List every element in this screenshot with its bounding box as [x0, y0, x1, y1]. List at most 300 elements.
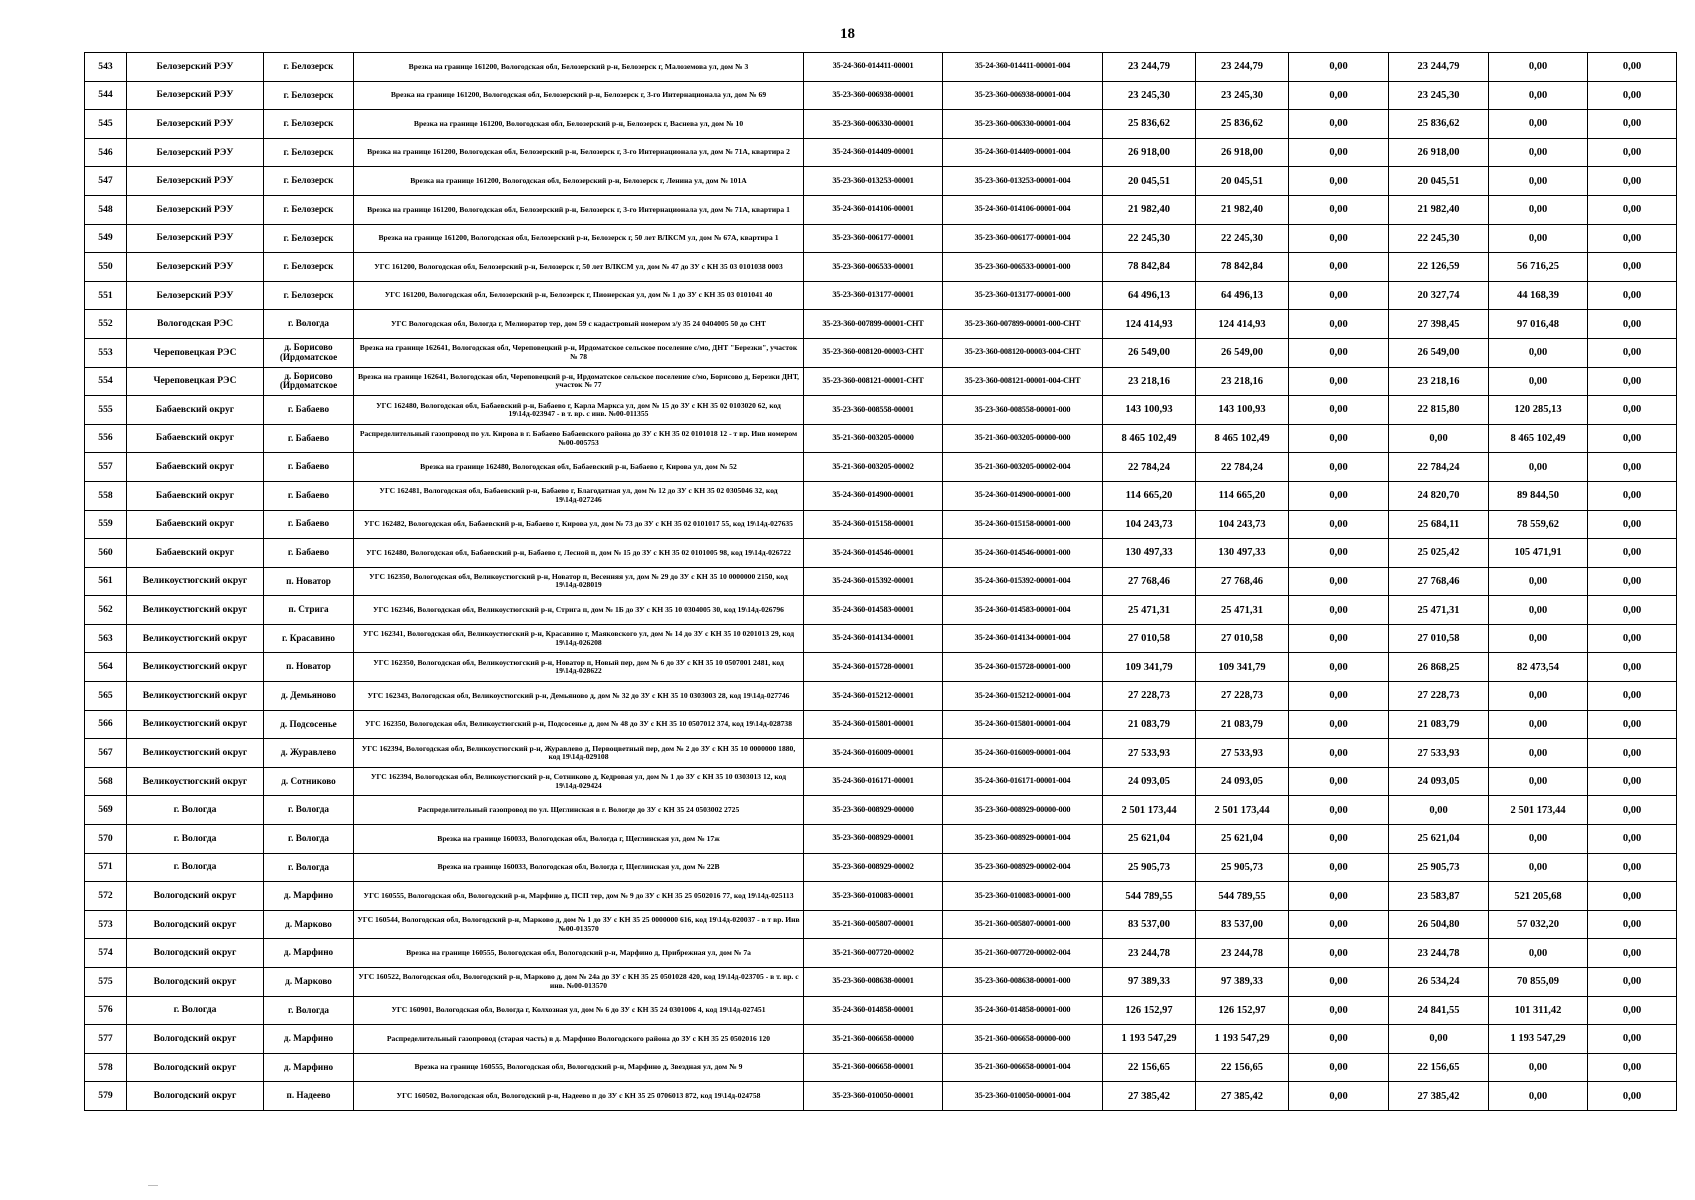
cost-part-b-cell: 8 465 102,49	[1489, 424, 1588, 453]
table-row	[85, 81, 1677, 110]
row-number: 543	[85, 53, 127, 82]
locality-cell: г. Белозерск	[264, 138, 354, 167]
locality-cell: г. Белозерск	[264, 81, 354, 110]
cost-part-b-cell: 97 016,48	[1489, 310, 1588, 339]
cost-part-a-cell: 20 327,74	[1389, 281, 1489, 310]
cost-part-c-cell: 0,00	[1588, 281, 1677, 310]
cost-part-c-cell: 0,00	[1588, 367, 1677, 396]
cost-part-c-cell: 0,00	[1588, 253, 1677, 282]
object-description-cell: УГС 162350, Вологодская обл, Великоустюгский р-н, Новатор п, Новый пер, дом № 6 до ЗУ с КН 35 10 0507001 2481, код 19\14д-028622	[354, 653, 804, 682]
object-description-cell: Врезка на границе 162641, Вологодская обл, Череповецкий р-н, Ирдоматское сельское поселение с/мо, Борисово д, Березки ДНТ, участок № 77	[354, 367, 804, 396]
row-number: 579	[85, 1082, 127, 1111]
cost-part-a-cell: 21 083,79	[1389, 710, 1489, 739]
book-value-cell: 130 497,33	[1196, 539, 1289, 568]
inventory-code-cell: 35-24-360-016009-00001	[804, 739, 943, 768]
inventory-code-cell: 35-23-360-008929-00000	[804, 796, 943, 825]
account-code-cell: 35-23-360-008929-00000-000	[943, 796, 1103, 825]
depreciation-cell: 0,00	[1289, 253, 1389, 282]
cost-part-c-cell: 0,00	[1588, 1053, 1677, 1082]
table-row	[85, 138, 1677, 167]
depreciation-cell: 0,00	[1289, 510, 1389, 539]
row-number: 567	[85, 739, 127, 768]
total-cost-cell: 114 665,20	[1103, 481, 1196, 510]
locality-cell: г. Красавино	[264, 624, 354, 653]
cost-part-b-cell: 521 205,68	[1489, 882, 1588, 911]
cost-part-c-cell: 0,00	[1588, 81, 1677, 110]
book-value-cell: 22 784,24	[1196, 453, 1289, 482]
organization-cell: Великоустюгский округ	[127, 596, 264, 625]
cost-part-a-cell: 23 244,79	[1389, 53, 1489, 82]
depreciation-cell: 0,00	[1289, 1082, 1389, 1111]
cost-part-a-cell: 26 534,24	[1389, 968, 1489, 997]
book-value-cell: 114 665,20	[1196, 481, 1289, 510]
depreciation-cell: 0,00	[1289, 910, 1389, 939]
object-description-cell: Врезка на границе 162480, Вологодская обл, Бабаевский р-н, Бабаево г, Кирова ул, дом № 52	[354, 453, 804, 482]
account-code-cell: 35-24-360-014546-00001-000	[943, 539, 1103, 568]
row-number: 553	[85, 338, 127, 367]
account-code-cell: 35-24-360-015158-00001-000	[943, 510, 1103, 539]
total-cost-cell: 97 389,33	[1103, 968, 1196, 997]
locality-cell: д. Демьяново	[264, 682, 354, 711]
cost-part-a-cell: 26 504,80	[1389, 910, 1489, 939]
locality-cell: д. Марфино	[264, 882, 354, 911]
organization-cell: г. Вологда	[127, 853, 264, 882]
row-number: 545	[85, 110, 127, 139]
object-description-cell: Распределительный газопровод (старая часть) в д. Марфино Вологодского района до ЗУ с КН 35 25 0502016 120	[354, 1025, 804, 1054]
depreciation-cell: 0,00	[1289, 596, 1389, 625]
inventory-code-cell: 35-24-360-015212-00001	[804, 682, 943, 711]
organization-cell: Белозерский РЭУ	[127, 167, 264, 196]
cost-part-b-cell: 78 559,62	[1489, 510, 1588, 539]
cost-part-a-cell: 23 583,87	[1389, 882, 1489, 911]
account-code-cell: 35-24-360-014900-00001-000	[943, 481, 1103, 510]
row-number: 570	[85, 825, 127, 854]
total-cost-cell: 26 918,00	[1103, 138, 1196, 167]
book-value-cell: 104 243,73	[1196, 510, 1289, 539]
cost-part-a-cell: 27 228,73	[1389, 682, 1489, 711]
account-code-cell: 35-23-360-010050-00001-004	[943, 1082, 1103, 1111]
inventory-code-cell: 35-21-360-003205-00000	[804, 424, 943, 453]
organization-cell: Бабаевский округ	[127, 539, 264, 568]
locality-cell: д. Марфино	[264, 1025, 354, 1054]
table-row	[85, 167, 1677, 196]
account-code-cell: 35-24-360-015392-00001-004	[943, 567, 1103, 596]
cost-part-c-cell: 0,00	[1588, 968, 1677, 997]
cost-part-c-cell: 0,00	[1588, 853, 1677, 882]
object-description-cell: Врезка на границе 161200, Вологодская обл, Белозерский р-н, Белозерск г, Ленина ул, дом № 101А	[354, 167, 804, 196]
object-description-cell: УГС 160544, Вологодская обл, Вологодский р-н, Марково д, дом № 1 до ЗУ с КН 35 25 0000000 616, код 19\14д-020037 - в т вр. Инв №00-013570	[354, 910, 804, 939]
registry-table	[84, 52, 1677, 1111]
object-description-cell: Врезка на границе 161200, Вологодская обл, Белозерский р-н, Белозерск г, Васнева ул, дом № 10	[354, 110, 804, 139]
organization-cell: Бабаевский округ	[127, 510, 264, 539]
book-value-cell: 26 549,00	[1196, 338, 1289, 367]
account-code-cell: 35-21-360-003205-00000-000	[943, 424, 1103, 453]
depreciation-cell: 0,00	[1289, 110, 1389, 139]
cost-part-a-cell: 27 385,42	[1389, 1082, 1489, 1111]
row-number: 563	[85, 624, 127, 653]
cost-part-b-cell: 0,00	[1489, 767, 1588, 796]
cost-part-c-cell: 0,00	[1588, 796, 1677, 825]
cost-part-a-cell: 25 025,42	[1389, 539, 1489, 568]
object-description-cell: УГС 162343, Вологодская обл, Великоустюгский р-н, Демьяново д, дом № 32 до ЗУ с КН 35 10 0303003 28, код 19\14д-027746	[354, 682, 804, 711]
total-cost-cell: 78 842,84	[1103, 253, 1196, 282]
row-number: 572	[85, 882, 127, 911]
row-number: 548	[85, 195, 127, 224]
row-number: 557	[85, 453, 127, 482]
locality-cell: д. Марково	[264, 910, 354, 939]
depreciation-cell: 0,00	[1289, 224, 1389, 253]
row-number: 566	[85, 710, 127, 739]
table-row	[85, 939, 1677, 968]
total-cost-cell: 27 768,46	[1103, 567, 1196, 596]
cost-part-b-cell: 0,00	[1489, 710, 1588, 739]
total-cost-cell: 23 218,16	[1103, 367, 1196, 396]
inventory-code-cell: 35-23-360-006938-00001	[804, 81, 943, 110]
total-cost-cell: 22 156,65	[1103, 1053, 1196, 1082]
row-number: 574	[85, 939, 127, 968]
depreciation-cell: 0,00	[1289, 653, 1389, 682]
depreciation-cell: 0,00	[1289, 1053, 1389, 1082]
cost-part-a-cell: 21 982,40	[1389, 195, 1489, 224]
account-code-cell: 35-23-360-008929-00002-004	[943, 853, 1103, 882]
locality-cell: п. Новатор	[264, 653, 354, 682]
organization-cell: г. Вологда	[127, 996, 264, 1025]
cost-part-b-cell: 105 471,91	[1489, 539, 1588, 568]
depreciation-cell: 0,00	[1289, 968, 1389, 997]
book-value-cell: 22 156,65	[1196, 1053, 1289, 1082]
object-description-cell: УГС 160502, Вологодская обл, Вологодский р-н, Надеево п до ЗУ с КН 35 25 0706013 872, код 19\14д-024758	[354, 1082, 804, 1111]
total-cost-cell: 27 010,58	[1103, 624, 1196, 653]
depreciation-cell: 0,00	[1289, 882, 1389, 911]
inventory-code-cell: 35-21-360-005807-00001	[804, 910, 943, 939]
cost-part-c-cell: 0,00	[1588, 996, 1677, 1025]
organization-cell: Белозерский РЭУ	[127, 253, 264, 282]
cost-part-a-cell: 24 093,05	[1389, 767, 1489, 796]
locality-cell: д. Марково	[264, 968, 354, 997]
registry-rows	[85, 53, 1677, 1111]
table-row	[85, 767, 1677, 796]
cost-part-b-cell: 0,00	[1489, 596, 1588, 625]
account-code-cell: 35-23-360-006330-00001-004	[943, 110, 1103, 139]
cost-part-c-cell: 0,00	[1588, 53, 1677, 82]
locality-cell: д. Марфино	[264, 1053, 354, 1082]
cost-part-b-cell: 0,00	[1489, 567, 1588, 596]
locality-cell: г. Белозерск	[264, 167, 354, 196]
cost-part-b-cell: 0,00	[1489, 167, 1588, 196]
total-cost-cell: 21 982,40	[1103, 195, 1196, 224]
book-value-cell: 23 244,79	[1196, 53, 1289, 82]
book-value-cell: 23 218,16	[1196, 367, 1289, 396]
inventory-code-cell: 35-21-360-003205-00002	[804, 453, 943, 482]
cost-part-b-cell: 57 032,20	[1489, 910, 1588, 939]
total-cost-cell: 83 537,00	[1103, 910, 1196, 939]
cost-part-a-cell: 23 245,30	[1389, 81, 1489, 110]
cost-part-b-cell: 0,00	[1489, 81, 1588, 110]
inventory-code-cell: 35-23-360-006177-00001	[804, 224, 943, 253]
cost-part-a-cell: 22 156,65	[1389, 1053, 1489, 1082]
row-number: 565	[85, 682, 127, 711]
locality-cell: г. Белозерск	[264, 224, 354, 253]
account-code-cell: 35-23-360-013177-00001-000	[943, 281, 1103, 310]
cost-part-c-cell: 0,00	[1588, 682, 1677, 711]
total-cost-cell: 25 621,04	[1103, 825, 1196, 854]
total-cost-cell: 25 836,62	[1103, 110, 1196, 139]
depreciation-cell: 0,00	[1289, 796, 1389, 825]
locality-cell: п. Стрига	[264, 596, 354, 625]
total-cost-cell: 109 341,79	[1103, 653, 1196, 682]
account-code-cell: 35-23-360-013253-00001-004	[943, 167, 1103, 196]
cost-part-b-cell: 0,00	[1489, 853, 1588, 882]
row-number: 564	[85, 653, 127, 682]
cost-part-c-cell: 0,00	[1588, 510, 1677, 539]
cost-part-c-cell: 0,00	[1588, 710, 1677, 739]
cost-part-a-cell: 24 841,55	[1389, 996, 1489, 1025]
cost-part-a-cell: 25 684,11	[1389, 510, 1489, 539]
row-number: 561	[85, 567, 127, 596]
inventory-code-cell: 35-23-360-008638-00001	[804, 968, 943, 997]
book-value-cell: 126 152,97	[1196, 996, 1289, 1025]
book-value-cell: 124 414,93	[1196, 310, 1289, 339]
cost-part-a-cell: 22 815,80	[1389, 396, 1489, 425]
row-number: 552	[85, 310, 127, 339]
row-number: 559	[85, 510, 127, 539]
inventory-code-cell: 35-23-360-006533-00001	[804, 253, 943, 282]
row-number: 571	[85, 853, 127, 882]
organization-cell: Вологодский округ	[127, 1025, 264, 1054]
inventory-code-cell: 35-24-360-015158-00001	[804, 510, 943, 539]
object-description-cell: УГС 162350, Вологодская обл, Великоустюгский р-н, Новатор п, Весенняя ул, дом № 29 до ЗУ с КН 35 10 0000000 2150, код 19\14д-028019	[354, 567, 804, 596]
inventory-code-cell: 35-24-360-014409-00001	[804, 138, 943, 167]
book-value-cell: 21 083,79	[1196, 710, 1289, 739]
object-description-cell: Врезка на границе 160555, Вологодская обл, Вологодский р-н, Марфино д, Звездная ул, дом № 9	[354, 1053, 804, 1082]
table-row	[85, 481, 1677, 510]
depreciation-cell: 0,00	[1289, 739, 1389, 768]
table-row	[85, 996, 1677, 1025]
locality-cell: г. Бабаево	[264, 453, 354, 482]
inventory-code-cell: 35-23-360-010050-00001	[804, 1082, 943, 1111]
object-description-cell: УГС 162394, Вологодская обл, Великоустюгский р-н, Сотниково д, Кедровая ул, дом № 1 до ЗУ с КН 35 10 0303013 12, код 19\14д-029424	[354, 767, 804, 796]
cost-part-c-cell: 0,00	[1588, 624, 1677, 653]
table-row	[85, 825, 1677, 854]
organization-cell: Великоустюгский округ	[127, 710, 264, 739]
book-value-cell: 109 341,79	[1196, 653, 1289, 682]
organization-cell: Бабаевский округ	[127, 424, 264, 453]
account-code-cell: 35-24-360-015728-00001-000	[943, 653, 1103, 682]
inventory-code-cell: 35-24-360-014106-00001	[804, 195, 943, 224]
cost-part-b-cell: 70 855,09	[1489, 968, 1588, 997]
locality-cell: г. Бабаево	[264, 481, 354, 510]
object-description-cell: Врезка на границе 161200, Вологодская обл, Белозерский р-н, Белозерск г, 3-го Интернационала ул, дом № 71А, квартира 1	[354, 195, 804, 224]
cost-part-b-cell: 0,00	[1489, 110, 1588, 139]
inventory-code-cell: 35-23-360-007899-00001-СНТ	[804, 310, 943, 339]
depreciation-cell: 0,00	[1289, 853, 1389, 882]
table-row	[85, 539, 1677, 568]
cost-part-c-cell: 0,00	[1588, 567, 1677, 596]
cost-part-a-cell: 22 784,24	[1389, 453, 1489, 482]
table-row	[85, 968, 1677, 997]
locality-cell: д. Борисово (Ирдоматское	[264, 338, 354, 367]
cost-part-b-cell: 120 285,13	[1489, 396, 1588, 425]
cost-part-a-cell: 27 010,58	[1389, 624, 1489, 653]
object-description-cell: Распределительный газопровод по ул. Щеглинская в г. Вологде до ЗУ с КН 35 24 0503002 2725	[354, 796, 804, 825]
cost-part-c-cell: 0,00	[1588, 224, 1677, 253]
cost-part-b-cell: 0,00	[1489, 224, 1588, 253]
total-cost-cell: 23 245,30	[1103, 81, 1196, 110]
organization-cell: Череповецкая РЭС	[127, 367, 264, 396]
organization-cell: Бабаевский округ	[127, 396, 264, 425]
cost-part-c-cell: 0,00	[1588, 1025, 1677, 1054]
row-number: 544	[85, 81, 127, 110]
table-row	[85, 53, 1677, 82]
book-value-cell: 8 465 102,49	[1196, 424, 1289, 453]
account-code-cell: 35-24-360-014411-00001-004	[943, 53, 1103, 82]
depreciation-cell: 0,00	[1289, 424, 1389, 453]
organization-cell: Великоустюгский округ	[127, 624, 264, 653]
account-code-cell: 35-24-360-016009-00001-004	[943, 739, 1103, 768]
account-code-cell: 35-24-360-016171-00001-004	[943, 767, 1103, 796]
object-description-cell: УГС 162350, Вологодская обл, Великоустюгский р-н, Подсосенье д, дом № 48 до ЗУ с КН 35 10 0507012 374, код 19\14д-028738	[354, 710, 804, 739]
total-cost-cell: 143 100,93	[1103, 396, 1196, 425]
locality-cell: п. Надеево	[264, 1082, 354, 1111]
account-code-cell: 35-21-360-003205-00002-004	[943, 453, 1103, 482]
object-description-cell: Врезка на границе 160033, Вологодская обл, Вологда г, Щеглинская ул, дом № 17ж	[354, 825, 804, 854]
cost-part-b-cell: 56 716,25	[1489, 253, 1588, 282]
table-row	[85, 396, 1677, 425]
account-code-cell: 35-24-360-015212-00001-004	[943, 682, 1103, 711]
inventory-code-cell: 35-23-360-006330-00001	[804, 110, 943, 139]
cost-part-b-cell: 2 501 173,44	[1489, 796, 1588, 825]
cost-part-c-cell: 0,00	[1588, 167, 1677, 196]
book-value-cell: 25 621,04	[1196, 825, 1289, 854]
total-cost-cell: 23 244,79	[1103, 53, 1196, 82]
depreciation-cell: 0,00	[1289, 453, 1389, 482]
locality-cell: п. Новатор	[264, 567, 354, 596]
row-number: 578	[85, 1053, 127, 1082]
total-cost-cell: 26 549,00	[1103, 338, 1196, 367]
depreciation-cell: 0,00	[1289, 338, 1389, 367]
depreciation-cell: 0,00	[1289, 167, 1389, 196]
book-value-cell: 23 244,78	[1196, 939, 1289, 968]
locality-cell: г. Вологда	[264, 996, 354, 1025]
table-row	[85, 1082, 1677, 1111]
total-cost-cell: 22 784,24	[1103, 453, 1196, 482]
total-cost-cell: 27 533,93	[1103, 739, 1196, 768]
organization-cell: Великоустюгский округ	[127, 739, 264, 768]
object-description-cell: Врезка на границе 161200, Вологодская обл, Белозерский р-н, Белозерск г, 3-го Интернационала ул, дом № 69	[354, 81, 804, 110]
cost-part-a-cell: 0,00	[1389, 796, 1489, 825]
book-value-cell: 27 768,46	[1196, 567, 1289, 596]
book-value-cell: 25 905,73	[1196, 853, 1289, 882]
organization-cell: Великоустюгский округ	[127, 653, 264, 682]
cost-part-a-cell: 26 549,00	[1389, 338, 1489, 367]
inventory-code-cell: 35-23-360-013253-00001	[804, 167, 943, 196]
inventory-code-cell: 35-23-360-008121-00001-СНТ	[804, 367, 943, 396]
account-code-cell: 35-24-360-014583-00001-004	[943, 596, 1103, 625]
table-row	[85, 338, 1677, 367]
organization-cell: Вологодский округ	[127, 910, 264, 939]
inventory-code-cell: 35-21-360-006658-00001	[804, 1053, 943, 1082]
inventory-code-cell: 35-21-360-006658-00000	[804, 1025, 943, 1054]
cost-part-a-cell: 25 905,73	[1389, 853, 1489, 882]
cost-part-c-cell: 0,00	[1588, 653, 1677, 682]
account-code-cell: 35-21-360-006658-00001-004	[943, 1053, 1103, 1082]
table-row	[85, 253, 1677, 282]
inventory-code-cell: 35-24-360-015728-00001	[804, 653, 943, 682]
account-code-cell: 35-21-360-006658-00000-000	[943, 1025, 1103, 1054]
organization-cell: Бабаевский округ	[127, 481, 264, 510]
row-number: 577	[85, 1025, 127, 1054]
row-number: 576	[85, 996, 127, 1025]
cost-part-c-cell: 0,00	[1588, 1082, 1677, 1111]
locality-cell: г. Белозерск	[264, 195, 354, 224]
inventory-code-cell: 35-24-360-014134-00001	[804, 624, 943, 653]
cost-part-c-cell: 0,00	[1588, 739, 1677, 768]
total-cost-cell: 126 152,97	[1103, 996, 1196, 1025]
cost-part-a-cell: 27 533,93	[1389, 739, 1489, 768]
table-row	[85, 624, 1677, 653]
book-value-cell: 1 193 547,29	[1196, 1025, 1289, 1054]
cost-part-c-cell: 0,00	[1588, 539, 1677, 568]
object-description-cell: УГС 162482, Вологодская обл, Бабаевский р-н, Бабаево г, Кирова ул, дом № 73 до ЗУ с КН 35 02 0101017 55, код 19\14д-027635	[354, 510, 804, 539]
object-description-cell: УГС 162480, Вологодская обл, Бабаевский р-н, Бабаево г, Лесной п, дом № 15 до ЗУ с КН 35 02 0101005 98, код 19\14д-026722	[354, 539, 804, 568]
locality-cell: г. Бабаево	[264, 510, 354, 539]
organization-cell: Бабаевский округ	[127, 453, 264, 482]
organization-cell: Вологодский округ	[127, 968, 264, 997]
object-description-cell: УГС 162346, Вологодская обл, Великоустюгский р-н, Стрига п, дом № 1Б до ЗУ с КН 35 10 0304005 30, код 19\14д-026796	[354, 596, 804, 625]
book-value-cell: 64 496,13	[1196, 281, 1289, 310]
book-value-cell: 78 842,84	[1196, 253, 1289, 282]
depreciation-cell: 0,00	[1289, 682, 1389, 711]
organization-cell: Великоустюгский округ	[127, 567, 264, 596]
total-cost-cell: 23 244,78	[1103, 939, 1196, 968]
cost-part-b-cell: 0,00	[1489, 53, 1588, 82]
table-row	[85, 739, 1677, 768]
table-row	[85, 596, 1677, 625]
book-value-cell: 97 389,33	[1196, 968, 1289, 997]
cost-part-b-cell: 0,00	[1489, 1053, 1588, 1082]
account-code-cell: 35-21-360-005807-00001-000	[943, 910, 1103, 939]
organization-cell: Вологодский округ	[127, 1082, 264, 1111]
locality-cell: г. Белозерск	[264, 53, 354, 82]
cost-part-b-cell: 0,00	[1489, 739, 1588, 768]
cost-part-a-cell: 27 768,46	[1389, 567, 1489, 596]
total-cost-cell: 27 228,73	[1103, 682, 1196, 711]
book-value-cell: 544 789,55	[1196, 882, 1289, 911]
object-description-cell: УГС 162394, Вологодская обл, Великоустюгский р-н, Журавлево д, Первоцветный пер, дом № 2 до ЗУ с КН 35 10 0000000 1880, код 19\14д-029108	[354, 739, 804, 768]
inventory-code-cell: 35-23-360-013177-00001	[804, 281, 943, 310]
cost-part-b-cell: 1 193 547,29	[1489, 1025, 1588, 1054]
book-value-cell: 27 533,93	[1196, 739, 1289, 768]
locality-cell: г. Вологда	[264, 796, 354, 825]
organization-cell: Вологодская РЭС	[127, 310, 264, 339]
cost-part-a-cell: 25 621,04	[1389, 825, 1489, 854]
inventory-code-cell: 35-23-360-008929-00002	[804, 853, 943, 882]
account-code-cell: 35-23-360-006177-00001-004	[943, 224, 1103, 253]
locality-cell: г. Бабаево	[264, 424, 354, 453]
row-number: 568	[85, 767, 127, 796]
cost-part-c-cell: 0,00	[1588, 596, 1677, 625]
cost-part-c-cell: 0,00	[1588, 138, 1677, 167]
total-cost-cell: 25 471,31	[1103, 596, 1196, 625]
object-description-cell: УГС 161200, Вологодская обл, Белозерский р-н, Белозерск г, Пионерская ул, дом № 1 до ЗУ с КН 35 03 0101041 40	[354, 281, 804, 310]
organization-cell: Великоустюгский округ	[127, 682, 264, 711]
object-description-cell: Врезка на границе 160033, Вологодская обл, Вологда г, Щеглинская ул, дом № 22В	[354, 853, 804, 882]
total-cost-cell: 8 465 102,49	[1103, 424, 1196, 453]
table-row	[85, 882, 1677, 911]
book-value-cell: 83 537,00	[1196, 910, 1289, 939]
object-description-cell: УГС 160901, Вологодская обл, Вологда г, Колхозная ул, дом № 6 до ЗУ с КН 35 24 0301006 4, код 19\14д-027451	[354, 996, 804, 1025]
cost-part-c-cell: 0,00	[1588, 310, 1677, 339]
